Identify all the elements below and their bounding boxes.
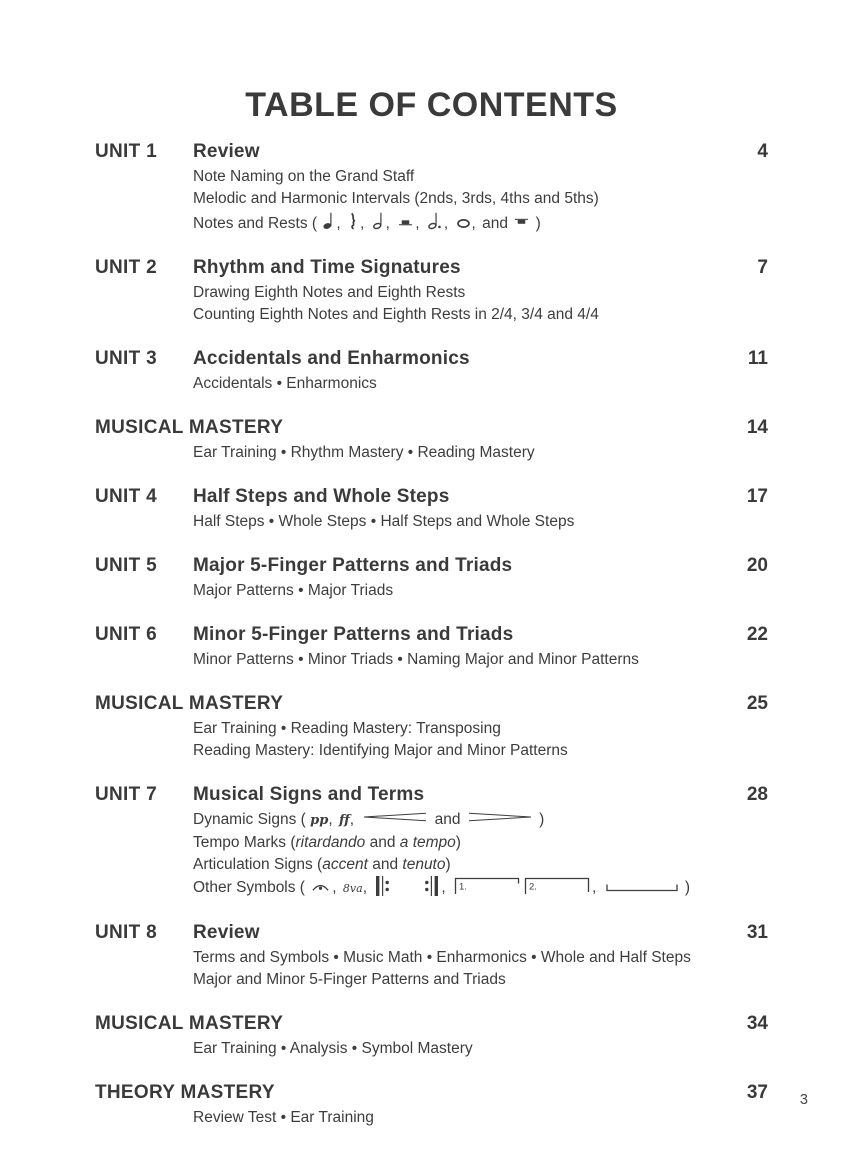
page-number: 17: [746, 486, 768, 507]
text-segment: and: [434, 811, 461, 828]
toc-line: Minor Patterns • Minor Triads • Naming Major and Minor Patterns: [193, 651, 639, 668]
text-segment: ): [535, 215, 541, 232]
pianissimo-symbol: pp: [310, 813, 329, 828]
half-note-icon: [373, 210, 384, 230]
comma: ,: [332, 879, 337, 896]
section-title: Review: [193, 141, 260, 162]
whole-note-icon: [457, 219, 470, 228]
text-segment: and: [365, 834, 400, 851]
page-title: TABLE OF CONTENTS: [245, 86, 618, 124]
ottava-symbol: 8va: [342, 882, 363, 895]
toc-section-unit-7: [95, 784, 768, 899]
toc-sections: [95, 141, 768, 1128]
text-segment: ): [445, 856, 451, 873]
unit-label: UNIT 6: [95, 624, 157, 645]
pedal-bracket-icon: [605, 881, 679, 893]
page-number: 14: [746, 417, 768, 438]
toc-section-unit-2: [95, 257, 768, 325]
text-segment: Tempo Marks (: [193, 834, 296, 851]
comma: ,: [349, 811, 355, 828]
page-number: 22: [746, 624, 768, 645]
ending-number: 1.: [458, 881, 467, 893]
toc-section-unit-4: [95, 486, 768, 532]
toc-line: Note Naming on the Grand Staff: [193, 168, 415, 185]
quarter-rest-icon: [349, 212, 358, 230]
begin-repeat-icon: [375, 876, 390, 896]
toc-line: [193, 210, 710, 234]
end-repeat-icon: [424, 876, 439, 896]
toc-section-unit-1: [95, 141, 768, 234]
section-title: MUSICAL MASTERY: [95, 693, 284, 714]
folio-page-number: 3: [799, 1092, 808, 1108]
toc-line: Drawing Eighth Notes and Eighth Rests: [193, 284, 466, 301]
section-title: Half Steps and Whole Steps: [193, 486, 450, 507]
toc-section-musical-mastery-3: [95, 1013, 768, 1059]
toc-line: Melodic and Harmonic Intervals (2nds, 3rds, 4ths and 5ths): [193, 190, 599, 207]
articulation-term: tenuto: [402, 856, 446, 873]
page-number: 37: [746, 1082, 768, 1103]
quarter-note-icon: [323, 210, 334, 230]
unit-label: UNIT 2: [95, 257, 157, 278]
comma: ,: [328, 811, 333, 828]
section-title: MUSICAL MASTERY: [95, 1013, 284, 1034]
toc-line: Half Steps • Whole Steps • Half Steps and Whole Steps: [193, 513, 575, 530]
text-segment: and: [482, 215, 508, 232]
page-number: 28: [746, 784, 768, 805]
comma: ,: [360, 215, 365, 232]
section-title: Rhythm and Time Signatures: [193, 257, 461, 278]
unit-label: UNIT 7: [95, 784, 157, 805]
section-title: MUSICAL MASTERY: [95, 417, 284, 438]
section-title: Accidentals and Enharmonics: [193, 348, 470, 369]
toc-line: Reading Mastery: Identifying Major and Minor Patterns: [193, 742, 568, 759]
toc-line: Terms and Symbols • Music Math • Enharmonics • Whole and Half Steps: [193, 949, 691, 966]
unit-label: UNIT 3: [95, 348, 157, 369]
section-title: Minor 5-Finger Patterns and Triads: [193, 624, 514, 645]
toc-section-unit-6: [95, 624, 768, 670]
text-segment: ): [455, 834, 461, 851]
decrescendo-icon: [467, 812, 533, 822]
text-segment: ): [539, 811, 545, 828]
fortissimo-symbol: ff: [338, 813, 350, 828]
comma: ,: [415, 215, 420, 232]
whole-rest-icon: [514, 217, 529, 227]
toc-section-musical-mastery-2: [95, 693, 768, 761]
tempo-term: a tempo: [399, 834, 456, 851]
dotted-half-note-icon: [428, 210, 442, 230]
toc-line: Review Test • Ear Training: [193, 1109, 374, 1126]
page-number: 4: [757, 141, 768, 162]
section-title: Musical Signs and Terms: [193, 784, 425, 805]
section-title: Review: [193, 922, 260, 943]
fermata-icon: [311, 880, 330, 892]
toc-line: Ear Training • Rhythm Mastery • Reading Mastery: [193, 444, 535, 461]
toc-section-theory-mastery: [95, 1082, 768, 1128]
toc-line: Accidentals • Enharmonics: [193, 375, 377, 392]
unit-label: UNIT 1: [95, 141, 157, 162]
unit-label: UNIT 4: [95, 486, 157, 507]
text-segment: and: [367, 856, 403, 873]
tempo-term: ritardando: [295, 834, 366, 851]
toc-line: Ear Training • Reading Mastery: Transposing: [193, 720, 501, 737]
page-number: 7: [757, 257, 768, 278]
text-segment: Other Symbols (: [193, 879, 305, 896]
text-segment: ): [684, 879, 691, 896]
toc-line: [193, 809, 710, 831]
page-number: 11: [747, 348, 768, 369]
toc-line: [193, 876, 710, 899]
text-segment: Articulation Signs (: [193, 856, 323, 873]
comma: ,: [471, 215, 476, 232]
comma: ,: [336, 215, 341, 232]
toc-section-musical-mastery-1: [95, 417, 768, 463]
comma: ,: [385, 215, 390, 232]
toc-line: Counting Eighth Notes and Eighth Rests in 2/4, 3/4 and 4/4: [193, 306, 599, 323]
toc-line: Major and Minor 5-Finger Patterns and Triads: [193, 971, 506, 988]
text-segment: Notes and Rests (: [193, 215, 318, 232]
toc-section-unit-3: [95, 348, 768, 394]
comma: ,: [443, 215, 449, 232]
section-title: THEORY MASTERY: [95, 1082, 275, 1103]
comma: ,: [441, 879, 446, 896]
text-segment: Dynamic Signs (: [193, 811, 306, 828]
comma: ,: [362, 879, 368, 896]
toc-line: Ear Training • Analysis • Symbol Mastery: [193, 1040, 473, 1057]
page-number: 20: [746, 555, 768, 576]
second-ending-icon: [524, 877, 590, 895]
articulation-term: accent: [322, 856, 368, 873]
toc-line: Major Patterns • Major Triads: [193, 582, 394, 599]
toc-section-unit-5: [95, 555, 768, 601]
page-number: 34: [746, 1013, 768, 1034]
toc-line: [193, 832, 710, 853]
ending-number: 2.: [528, 881, 537, 893]
unit-label: UNIT 8: [95, 922, 157, 943]
section-title: Major 5-Finger Patterns and Triads: [193, 555, 513, 576]
toc-line: [193, 854, 710, 875]
page-number: 31: [746, 922, 768, 943]
unit-label: UNIT 5: [95, 555, 157, 576]
first-ending-icon: [454, 877, 520, 895]
crescendo-icon: [362, 812, 428, 822]
page-number: 25: [746, 693, 768, 714]
toc-section-unit-8: [95, 922, 768, 990]
comma: ,: [591, 879, 597, 896]
half-rest-icon: [398, 217, 413, 227]
